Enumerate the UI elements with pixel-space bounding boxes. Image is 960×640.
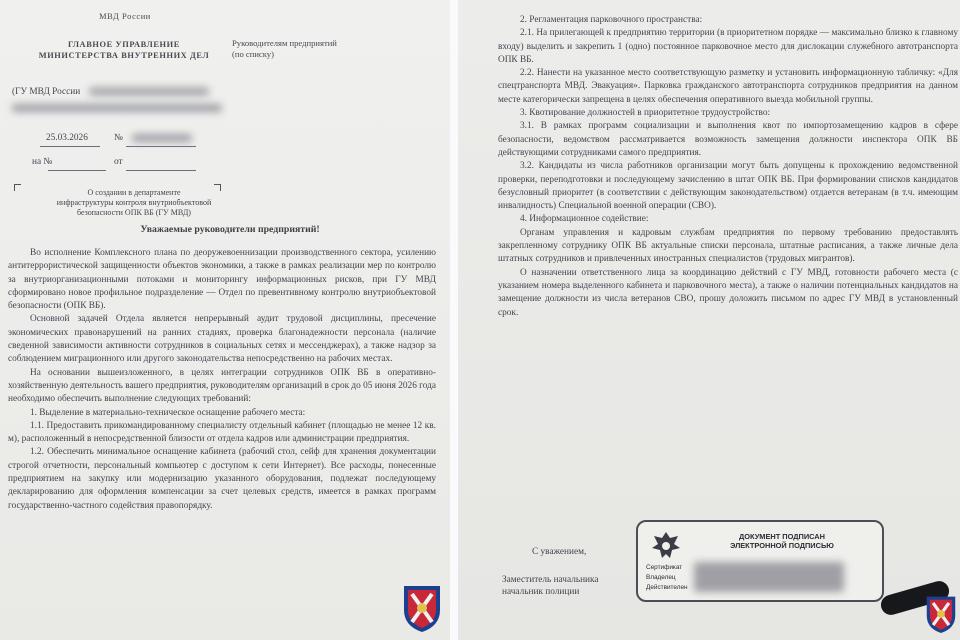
redacted-address — [12, 104, 222, 112]
date-underline — [40, 146, 100, 147]
subject-corner-left — [14, 184, 21, 191]
closing-text: С уважением, — [532, 547, 587, 557]
emblem-icon — [398, 582, 446, 634]
addressee-block: Руководителям предприятий (по списку) — [232, 38, 337, 59]
paragraph: 2.2. Нанести на указанное место соответствующую разметку и установить информационную табличку: «Для спецтранспорта МВД. Эвакуация». Парковка гражданского автотранспорта сотрудников предприятия на данном месте категорически запрещена в целях обеспечения оперативного выезда мобильной группы. — [498, 68, 958, 105]
left-document-page — [0, 0, 452, 640]
paragraph: Во исполнение Комплексного плана по деоружевоеннизации производственного сектора, усилению антитеррористической защищенности объектов экономики, а также в рамках реализации мер по контролю за внутриорганизационными потоками и мониторингу информационных рисков, при ГУ МВД сформировано новое профильное подразделение — Отдел по превентивному контролю внутриобъектовой безопасности (ОПК ВБ). — [8, 248, 436, 312]
paragraph: 1. Выделение в материально-техническое оснащение рабочего места: — [30, 407, 306, 418]
eagle-emblem-icon — [648, 528, 684, 564]
paragraph: 1.1. Предоставить прикомандированному специалисту отдельный кабинет (площадью не менее 12 кв. м), расположенный в непосредственной близости от отдела кадров или администрации предприятия. — [8, 420, 436, 445]
electronic-signature-stamp — [636, 520, 884, 602]
ref-on-label: на № — [32, 157, 53, 167]
number-underline — [126, 146, 196, 147]
paragraph: 2. Регламентация парковочного пространства: — [520, 15, 703, 25]
number-sign: № — [114, 133, 123, 143]
ref-from-label: от — [114, 157, 123, 167]
department-line — [12, 86, 209, 99]
paragraph: На основании вышеизложенного, в целях интеграции сотрудников ОПК ВБ в оперативно-хозяйственную деятельность вашего предприятия, руководителям организаций в срок до 05 июня 2026 года необходимо обеспечить выполнение следующих требований: — [8, 367, 436, 405]
paragraph: 4. Информационное содействие: — [520, 214, 649, 225]
stamp-cert-label: Сертификат — [646, 564, 683, 571]
paragraph: 2.1. На прилегающей к предприятию территории (в приоритетном порядке — максимально близко к главному входу) выделить и закрепить 1 (одно) постоянное парковочное место для дислокации служебного автотранспорта ОПК ВБ. — [498, 28, 958, 65]
paragraph: 3.1. В рамках программ социализации и выполнения квот по импортозамещению кадров в сфере безопасности, ведомством рассматривается возможность замещения должности инспектора ОПК ВБ действующими сотрудниками самого предприятия. — [498, 121, 958, 158]
emblem-icon — [922, 588, 960, 640]
left-body — [8, 247, 436, 513]
paragraph: Органам управления и кадровым службам предприятия по первому требованию предоставлять закрепленному сотруднику ОПК ВБ актуальные списки персонала, штатные расписания, а также личные дела штатных сотрудников и привлеченных иностранных специалистов (трудовых мигрантов). — [498, 227, 958, 265]
redacted-signature-details — [694, 562, 844, 592]
redacted-department — [89, 87, 209, 96]
ref-from-underline — [126, 170, 196, 171]
stamp-title: ДОКУМЕНТ ПОДПИСАН ЭЛЕКТРОННОЙ ПОДПИСЬЮ — [730, 532, 834, 550]
ministry-top-label: МВД России — [99, 12, 151, 21]
department-label: (ГУ МВД России — [12, 87, 81, 97]
paragraph: 1.2. Обеспечить минимальное оснащение кабинета (рабочий стол, сейф для хранения документации строгой отчетности, персональный компьютер с доступом к сети Интернет). Все расходы, понесенные предприятием на закупку или модернизацию указанного оборудования, подлежат последующему декларированию для оформления компенсации за счет целевых средств, имеется в рамках программ государственно-частного содействия правопорядку. — [8, 447, 436, 511]
ref-on-underline — [48, 170, 106, 171]
subject-block: О создании в департаменте инфраструктуры контроля внутриобъектовой безопасности ОПК ВБ (ГУ МВД) — [56, 188, 212, 217]
document-date: 25.03.2026 — [46, 133, 88, 143]
paragraph: 3.2. Кандидаты из числа работников организации могут быть допущены к прохождению ведомственной проверки, переподготовки и последующему зачислению в штат ОПК ВБ. При формировании списков кандидатов безусловный приоритет (в соответствии с действующим законодательством) отдается ветеранам (в т.ч. имеющим инвалидность) Специальной военной операции (СВО). — [498, 161, 958, 212]
ministry-header: ГЛАВНОЕ УПРАВЛЕНИЕ МИНИСТЕРСТВА ВНУТРЕННИХ ДЕЛ — [38, 40, 210, 60]
stamp-valid-label: Действителен — [646, 584, 688, 591]
subject-corner-right — [214, 184, 221, 191]
paragraph: Основной задачей Отдела является непрерывный аудит трудовой дисциплины, пресечение экономических правонарушений на ранних стадиях, проверка благонадежности персонала (наличие сведенной зависимости активности сотрудников в социальных сетях и мессенджерах), а также надзор за соблюдением миграционного или другого законодательства непосредственно на рабочих местах. — [8, 314, 436, 365]
paragraph: О назначении ответственного лица за координацию действий с ГУ МВД, готовности рабочего места (с указанием номера выделенного кабинета и парковочного места), а также о наличии потенциальных кандидатов на замещение должности из числа ветеранов СВО, прошу доложить письмом по адрес ГУ МВД в установленный срок. — [498, 267, 958, 318]
stamp-owner-label: Владелец — [646, 574, 676, 581]
salutation: Уважаемые руководители предприятий! — [140, 224, 320, 235]
paragraph: 3. Квотирование должностей в приоритетное трудоустройство: — [520, 108, 771, 119]
redacted-number — [132, 134, 192, 142]
right-body — [498, 14, 958, 320]
signatory-title: Заместитель начальника начальник полиции — [502, 575, 599, 597]
